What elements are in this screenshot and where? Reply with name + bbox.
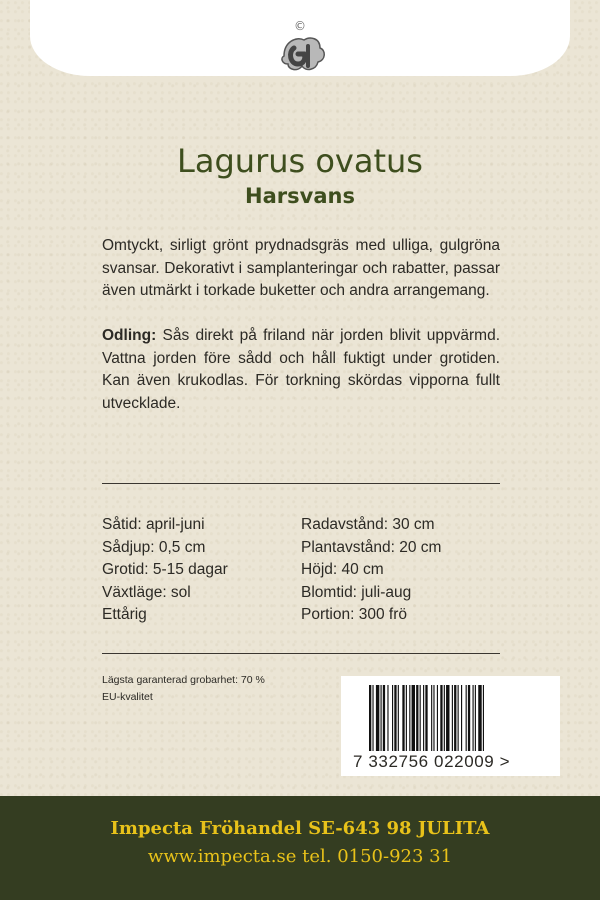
fact-row-spacing: Radavstånd: 30 cm xyxy=(301,516,435,533)
copyright-symbol: © xyxy=(294,19,306,33)
divider-bottom xyxy=(102,653,500,654)
barcode-panel xyxy=(341,676,560,776)
fact-germination-time: Grotid: 5-15 dagar xyxy=(102,561,228,578)
fact-height: Höjd: 40 cm xyxy=(301,561,384,578)
quality-label: EU-kvalitet xyxy=(102,691,153,703)
barcode-digits: 7 332756 022009 > xyxy=(353,752,511,771)
divider-top xyxy=(102,483,500,484)
impecta-logo-icon xyxy=(270,16,330,80)
fact-bloom-time: Blomtid: juli-aug xyxy=(301,583,412,601)
fact-sowing-time: Såtid: april-juni xyxy=(102,516,205,533)
footer-bar xyxy=(0,796,600,900)
common-name-subtitle: Harsvans xyxy=(245,184,355,208)
facts-left-column xyxy=(102,514,228,627)
cultivation-label: Odling: xyxy=(102,327,157,344)
cultivation-text: Sås direkt på friland när jorden blivit uppvärmd. Vattna jorden före sådd och håll fuktigt under grotiden. Kan även krukodlas. För torkning skördas vipporna fullt utvecklade. xyxy=(102,327,500,412)
footer-company-address: Impecta Fröhandel SE-643 98 JULITA xyxy=(110,818,490,839)
footer-website-phone: www.impecta.se tel. 0150-923 31 xyxy=(147,846,453,867)
germination-rate: Lägsta garanterad grobarhet: 70 % xyxy=(102,674,265,686)
facts-right-column xyxy=(301,514,441,627)
fact-portion: Portion: 300 frö xyxy=(301,606,407,623)
description-paragraph: Omtyckt, sirligt grönt prydnadsgräs med ulliga, gulgröna svansar. Dekorativt i samplanteringar och rabatter, passar även utmärkt i torkade buketter och andra arrangemang. xyxy=(102,237,500,299)
fact-lifecycle: Ettårig xyxy=(102,606,147,623)
latin-name-title: Lagurus ovatus xyxy=(177,142,423,180)
fact-sowing-depth: Sådjup: 0,5 cm xyxy=(102,538,206,556)
germination-info xyxy=(102,672,265,706)
cultivation-paragraph xyxy=(102,325,500,415)
fact-plant-spacing: Plantavstånd: 20 cm xyxy=(301,538,442,556)
barcode-icon xyxy=(369,685,545,751)
fact-location: Växtläge: sol xyxy=(102,583,191,601)
